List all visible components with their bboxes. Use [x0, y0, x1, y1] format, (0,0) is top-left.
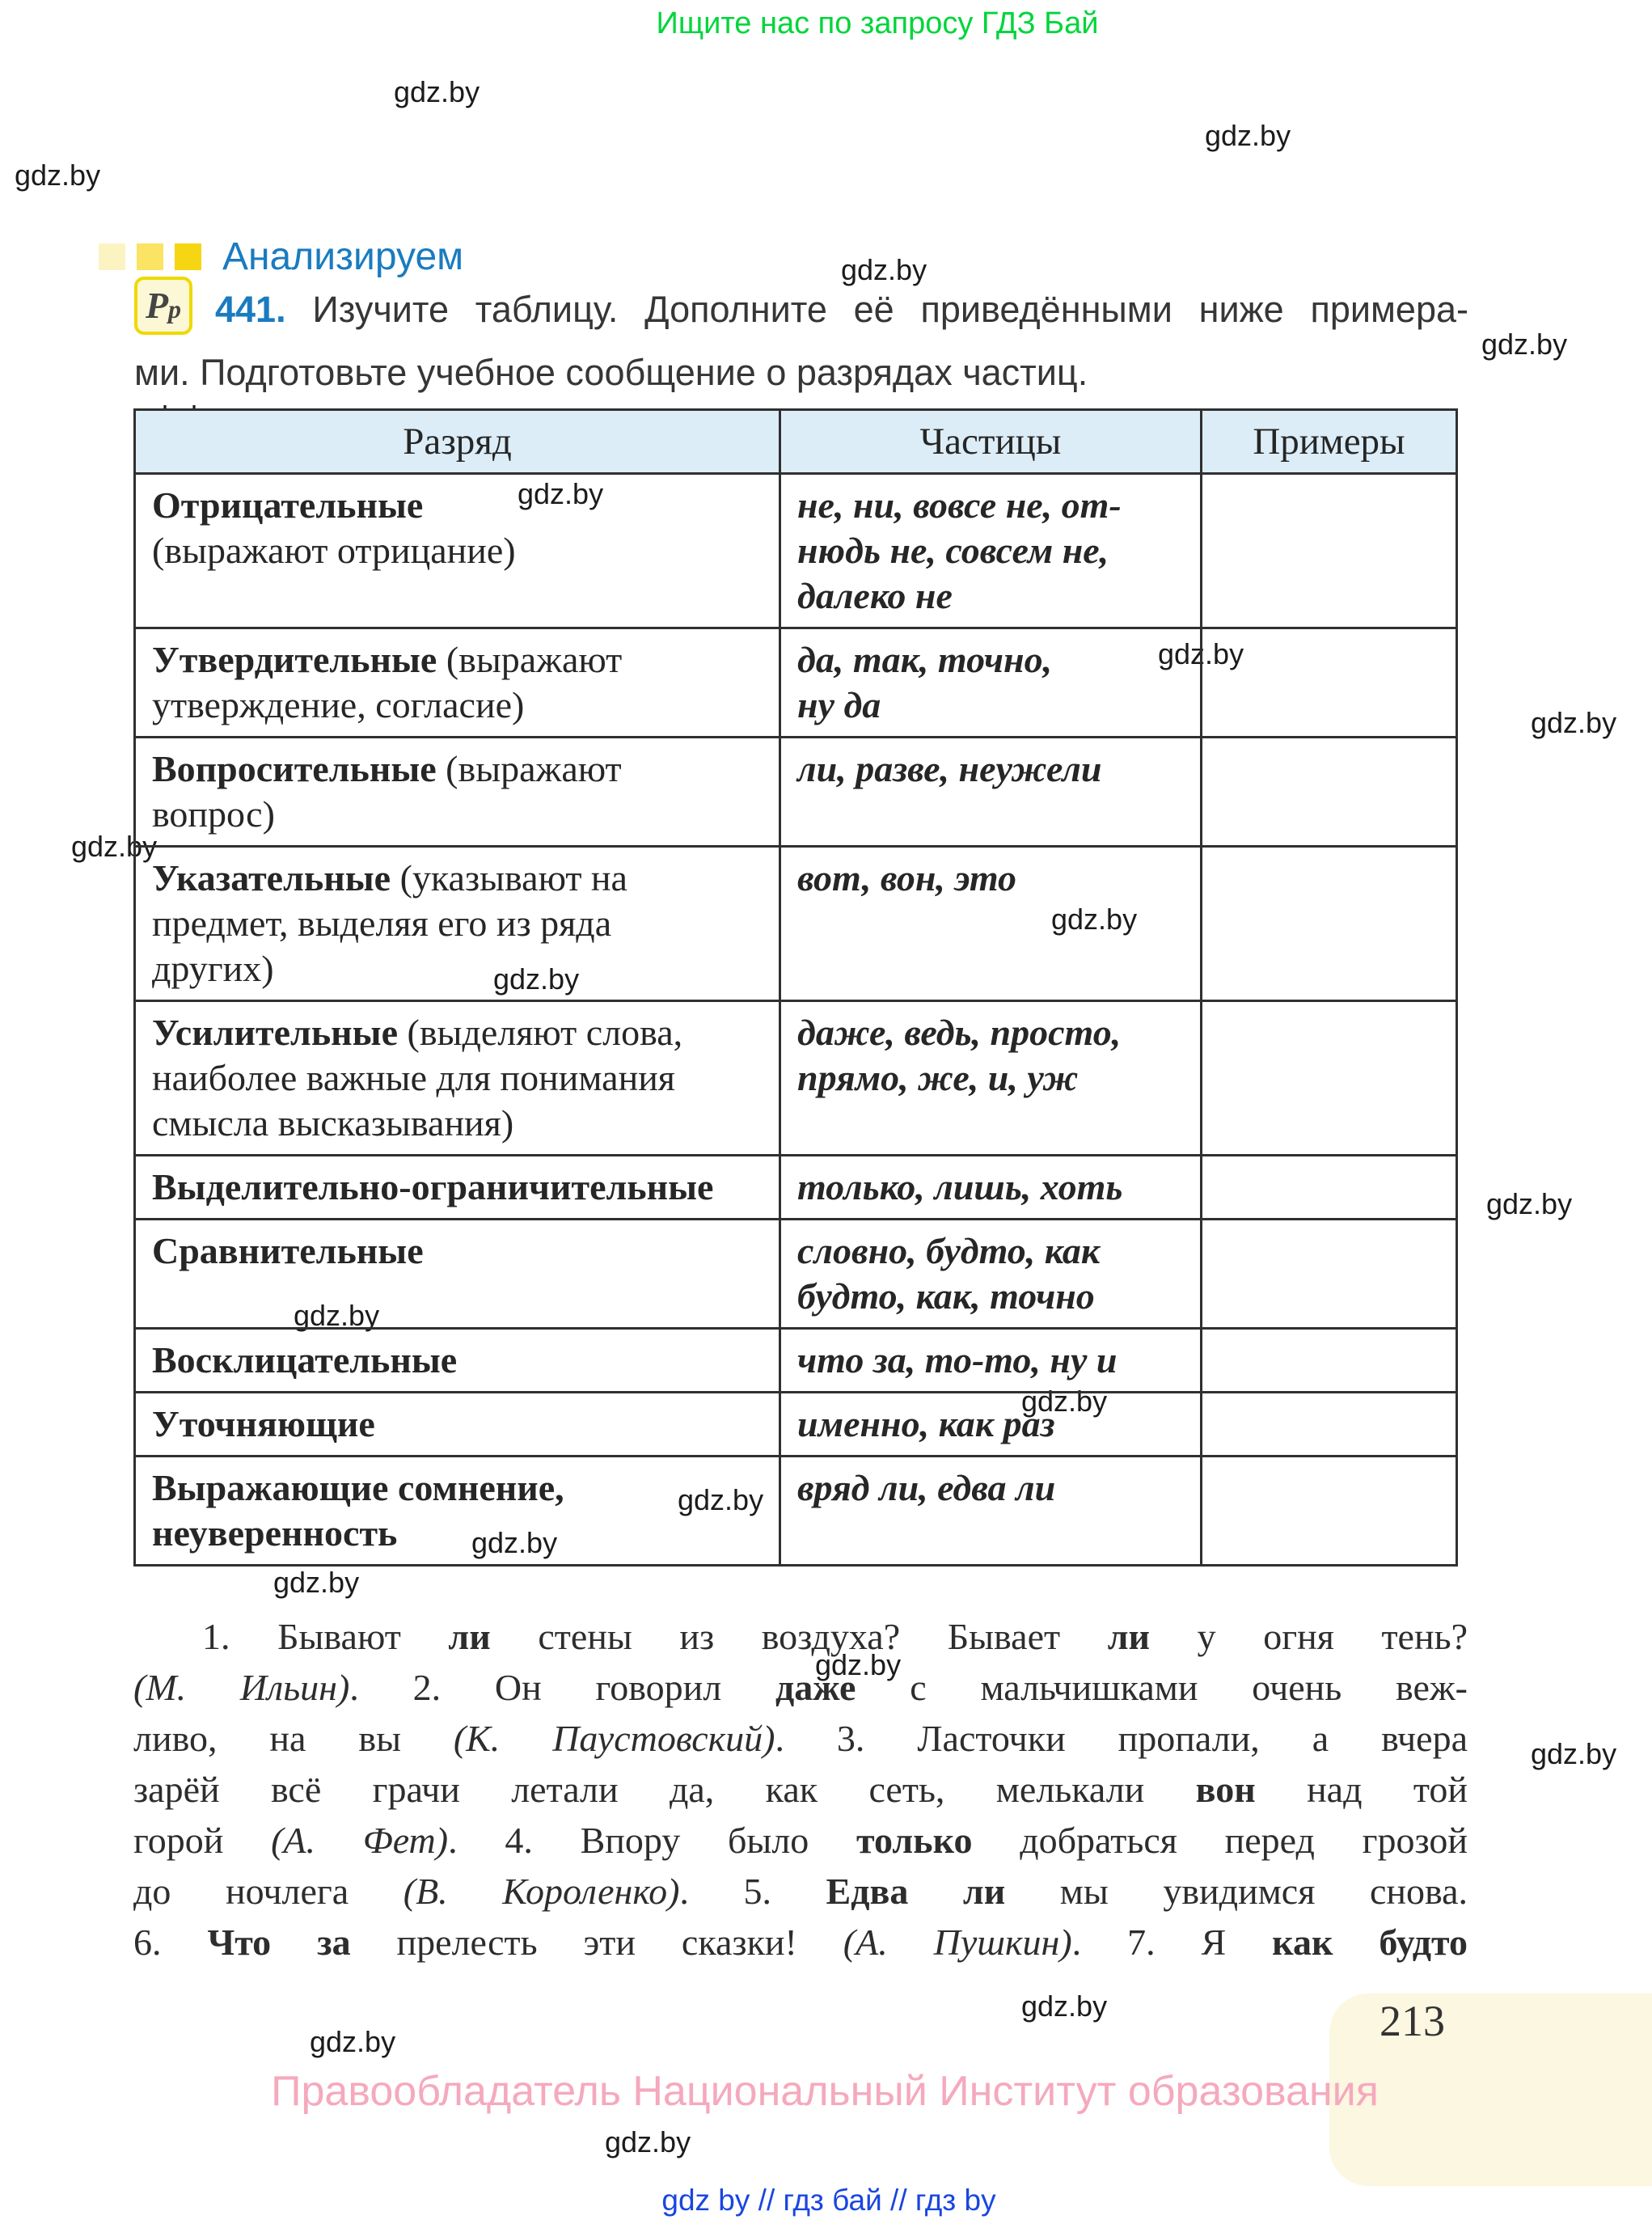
- examples-cell: [1202, 1393, 1457, 1457]
- particles-cell: даже, ведь, просто, прямо, же, и, уж: [780, 1001, 1202, 1156]
- exercise-number: 441.: [215, 289, 286, 330]
- particles-cell: ли, разве, неужели: [780, 738, 1202, 847]
- gdzby-watermark: gdz.by: [1481, 328, 1568, 361]
- column-header-particles: Частицы: [780, 410, 1202, 474]
- particles-cell: вот, вон, это: [780, 847, 1202, 1001]
- particles-cell: словно, будто, как будто, как, точно: [780, 1220, 1202, 1329]
- yellow-square-icon: [99, 243, 125, 270]
- gdzby-watermark: gdz.by: [471, 1526, 558, 1559]
- particles-cell: не, ни, вовсе не, от- нюдь не, совсем не, далеко не: [780, 474, 1202, 628]
- gdzby-watermark: gdz.by: [273, 1566, 360, 1599]
- table-row: [135, 474, 1457, 628]
- category-cell: Указательные (указывают на предмет, выделяя его из ряда других): [135, 847, 780, 1001]
- exercise-task-line: ми. Подготовьте учебное сообщение о разрядах частиц.: [134, 352, 1088, 393]
- category-cell: Сравнительные: [135, 1220, 780, 1329]
- gdzby-watermark: gdz.by: [1051, 903, 1138, 936]
- table-row: [135, 738, 1457, 847]
- particles-table: [133, 408, 1458, 1567]
- examples-cell: [1202, 738, 1457, 847]
- exercise-task-line: 441. Изучите таблицу. Дополните её приведёнными ниже примера-: [215, 289, 1468, 330]
- copyright-text: Правообладатель Национальный Институт образования: [271, 2068, 1379, 2115]
- gdzby-watermark: gdz.by: [1158, 637, 1244, 670]
- table-row: [135, 1329, 1457, 1393]
- particles-cell: вряд ли, едва ли: [780, 1457, 1202, 1566]
- yellow-square-icon: [137, 243, 163, 270]
- table-row: [135, 1457, 1457, 1566]
- section-header: [99, 235, 463, 279]
- gdzby-watermark: gdz.by: [1021, 1385, 1108, 1418]
- footer-links[interactable]: gdz by // гдз бай // гдз by: [661, 2184, 996, 2217]
- particles-cell: только, лишь, хоть: [780, 1156, 1202, 1220]
- examples-cell: [1202, 1156, 1457, 1220]
- gdzby-watermark: gdz.by: [1531, 1737, 1617, 1770]
- table-header-row: [135, 410, 1457, 474]
- examples-cell: [1202, 628, 1457, 738]
- yellow-square-icon: [175, 243, 201, 270]
- category-cell: Утвердительные (выражают утверждение, согласие): [135, 628, 780, 738]
- gdzby-watermark: gdz.by: [394, 75, 480, 108]
- examples-cell: [1202, 474, 1457, 628]
- gdzby-watermark: gdz.by: [518, 477, 604, 510]
- particles-cell: да, так, точно, ну да: [780, 628, 1202, 738]
- examples-cell: [1202, 1457, 1457, 1566]
- category-cell: Выражающие сомнение, неуверенность: [135, 1457, 780, 1566]
- table-row: [135, 1001, 1457, 1156]
- top-banner-text: Ищите нас по запросу ГДЗ Бай: [656, 6, 1099, 40]
- section-title: Анализируем: [222, 235, 464, 278]
- table-row: [135, 1156, 1457, 1220]
- column-header-category: Разряд: [135, 410, 780, 474]
- examples-cell: [1202, 847, 1457, 1001]
- gdzby-watermark: gdz.by: [678, 1483, 764, 1516]
- category-cell: Выделительно-ограничительные: [135, 1156, 780, 1220]
- page-number: 213: [1379, 1997, 1445, 2045]
- gdzby-watermark: gdz.by: [15, 159, 101, 192]
- examples-cell: [1202, 1329, 1457, 1393]
- category-cell: Вопросительные (выражают вопрос): [135, 738, 780, 847]
- examples-cell: [1202, 1220, 1457, 1329]
- gdzby-watermark: gdz.by: [815, 1648, 902, 1681]
- examples-cell: [1202, 1001, 1457, 1156]
- category-cell: Уточняющие: [135, 1393, 780, 1457]
- gdzby-watermark: gdz.by: [1531, 706, 1617, 739]
- gdzby-watermark: gdz.by: [605, 2125, 691, 2158]
- table-row: [135, 847, 1457, 1001]
- gdzby-watermark: gdz.by: [310, 2025, 396, 2058]
- gdzby-watermark: gdz.by: [1021, 1989, 1108, 2023]
- gdzby-watermark: gdz.by: [71, 830, 158, 863]
- table-row: [135, 1220, 1457, 1329]
- gdzby-watermark: gdz.by: [1205, 119, 1291, 152]
- column-header-examples: Примеры: [1202, 410, 1457, 474]
- table-row: [135, 628, 1457, 738]
- category-cell: Отрицательные (выражают отрицание): [135, 474, 780, 628]
- table-row: [135, 1393, 1457, 1457]
- particles-cell: именно, как раз: [780, 1393, 1202, 1457]
- gdzby-watermark: gdz.by: [493, 962, 580, 996]
- examples-paragraph: 1. Бывают ли стены из воздуха? Бывает ли у огня тень? (М. Ильин). 2. Он говорил даже с мальчишками очень веж- ливо, на вы (К. Паустовский). 3. Ласточки пропали, а вчера зарёй всё грачи летали да, как сеть, мелькали вон над той горой (А. Фет). 4. Впору было только добраться перед грозой до ночлега (В. Короленко). 5. Едва ли мы увидимся снова. 6. Что за прелесть эти сказки! (А. Пушкин). 7. Я как будто: [133, 1616, 1468, 1963]
- pp-script-icon: Pp: [145, 285, 182, 326]
- particles-cell: что за, то-то, ну и: [780, 1329, 1202, 1393]
- gdzby-watermark: gdz.by: [1486, 1187, 1573, 1220]
- gdzby-watermark: gdz.by: [294, 1299, 380, 1332]
- gdzby-watermark: gdz.by: [841, 253, 927, 286]
- category-cell: Усилительные (выделяют слова, наиболее важные для понимания смысла высказывания): [135, 1001, 780, 1156]
- category-cell: Восклицательные: [135, 1329, 780, 1393]
